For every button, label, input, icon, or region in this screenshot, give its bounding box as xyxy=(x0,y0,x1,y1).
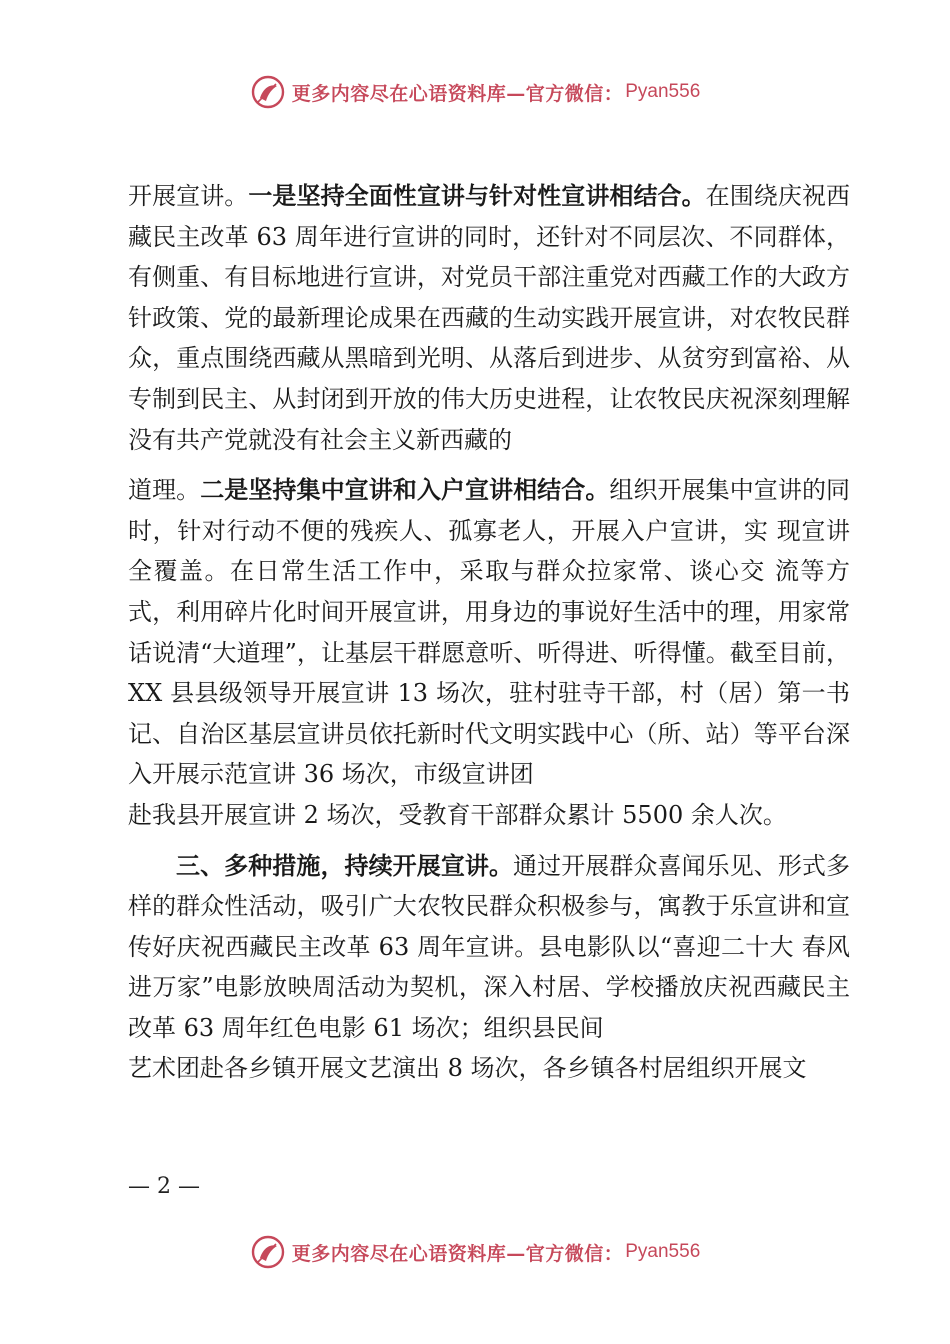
page-number: — 2 — xyxy=(128,1174,200,1199)
paragraph-5: 艺术团赴各乡镇开展文艺演出 8 场次，各乡镇各村居组织开展文 xyxy=(128,1054,807,1083)
watermark-footer xyxy=(0,1232,950,1272)
paragraph-4 xyxy=(128,846,850,1049)
paragraph-3: 赴我县开展宣讲 2 场次，受教育干部群众累计 5500 余人次。 xyxy=(128,800,787,829)
paragraph-2-heading: 二是坚持集中宣讲和入户宣讲相结合。 xyxy=(200,476,610,505)
paragraph-1-start: 开展宣讲。 xyxy=(128,182,249,210)
logo-icon xyxy=(250,1234,286,1270)
paragraph-2-start: 道理。 xyxy=(128,476,201,505)
paragraph-2-text: 组织开展集中宣讲的同时，针对行动不便的残疾人、孤寡老人，开展入户宣讲，实 现宣讲全覆盖。在日常生活工作中，采取与群众拉家常、谈心交 流等方式，利用碎片化时间开展宣讲，用身边的事说好生活中的理，用家常话说清“大道理”，让基层干群愿意听、听得进、听得懂。截至目前，XX 县县级领导开展宣讲 13 场次，驻村驻寺干部，村（居）第一书记、自治区基层宣讲员依托新时代文明实践中心（所、站）等平台深入开展示范宣讲 36 场次，市级宣讲团 xyxy=(128,476,851,789)
watermark-text: 更多内容尽在心语资料库—官方微信： xyxy=(291,1242,624,1265)
watermark-header xyxy=(0,72,950,112)
document-body xyxy=(128,176,850,1089)
logo-icon xyxy=(250,74,286,110)
paragraph-4-text: 通过开展群众喜闻乐见、形式多样的群众性活动，吸引广大农牧民群众积极参与，寓教于乐宣讲和宣传好庆祝西藏民主改革 63 周年宣讲。县电影队以“喜迎二十大 春风进万家”电影放映周活动为契机，深入村居、学校播放庆祝西藏民主改革 63 周年红色电影 61 场次；组织县民间 xyxy=(128,851,851,1042)
paragraph-2 xyxy=(128,470,850,795)
paragraph-1-text: 在围绕庆祝西藏民主改革 63 周年进行宣讲的同时，还针对不同层次、不同群体，有侧重、有目标地进行宣讲，对党员干部注重党对西藏工作的大政方针政策、党的最新理论成果在西藏的生动实践开展宣讲，对农牧民群众，重点围绕西藏从黑暗到光明、从落后到进步、从贫穷到富裕、从专制到民主、从封闭到开放的伟大历史进程，让农牧民庆祝深刻理解没有共产党就没有社会主义新西藏的 xyxy=(128,182,851,454)
watermark-id: Pyan556 xyxy=(625,81,701,102)
section-heading-3: 三、多种措施，持续开展宣讲。 xyxy=(176,850,514,880)
watermark-text: 更多内容尽在心语资料库—官方微信： xyxy=(291,82,624,105)
paragraph-1 xyxy=(128,176,850,460)
paragraph-1-heading: 一是坚持全面性宣讲与针对性宣讲相结合。 xyxy=(248,182,706,210)
watermark-id: Pyan556 xyxy=(625,1241,701,1262)
